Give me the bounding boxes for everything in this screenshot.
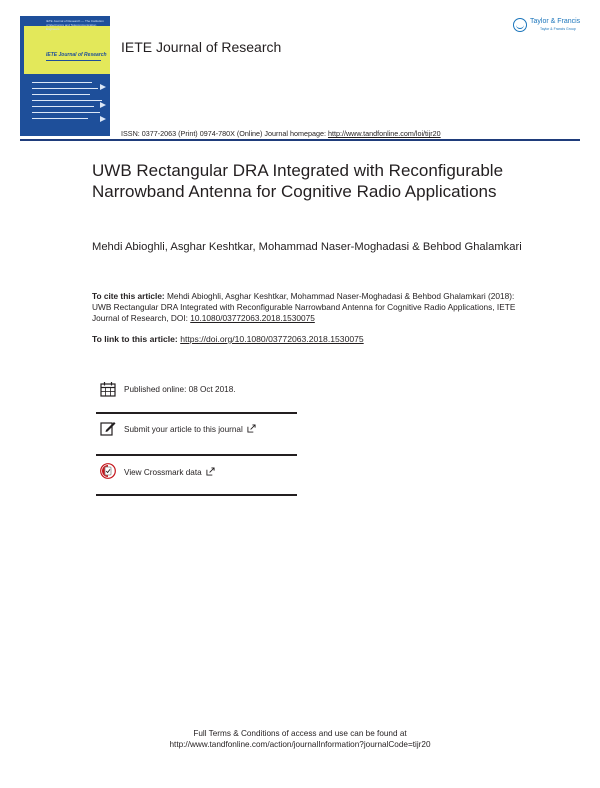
calendar-icon [100, 381, 116, 397]
cover-graphic-line [32, 118, 88, 119]
cover-arrow-icon [100, 84, 106, 90]
crossmark-text: View Crossmark data [124, 468, 202, 477]
cover-arrow-icon [100, 116, 106, 122]
crossmark-icon [100, 463, 116, 479]
article-link-line [92, 334, 364, 344]
row-divider [96, 412, 297, 414]
row-divider [96, 494, 297, 496]
cover-graphic-line [32, 106, 94, 107]
publisher-name: Taylor & Francis [530, 18, 581, 25]
citation-text: Mehdi Abioghli, Asghar Keshtkar, Mohammad Naser-Moghadasi & Behbod Ghalamkari (2018): UWB Rectangular DRA Integrated with Reconfigurable Narrowband Antenna for Cognitive Radio Applications, IETE Journal of Research, DOI: [92, 291, 516, 323]
terms-footer-url[interactable]: http://www.tandfonline.com/action/journalInformation?journalCode=tijr20 [169, 740, 431, 749]
terms-footer-line: Full Terms & Conditions of access and use can be found at [193, 729, 407, 738]
cover-graphic-line [32, 112, 100, 113]
journal-homepage-link[interactable]: http://www.tandfonline.com/loi/tijr20 [327, 129, 441, 138]
journal-name: IETE Journal of Research [121, 39, 282, 55]
issn-text: ISSN: 0377-2063 (Print) 0974-780X (Online) Journal homepage: [121, 129, 328, 138]
publisher-logo[interactable] [513, 18, 583, 36]
cover-graphic-line [32, 82, 92, 83]
edit-icon [100, 420, 116, 436]
crossmark-link[interactable] [124, 467, 215, 477]
citation-block [92, 291, 532, 324]
external-link-icon [206, 467, 215, 476]
citation-label: To cite this article: [92, 291, 165, 301]
link-label: To link to this article: [92, 334, 181, 344]
published-online-row [96, 381, 297, 421]
publisher-subname: Taylor & Francis Group [540, 27, 576, 31]
terms-footer [0, 728, 600, 750]
published-online-text: Published online: 08 Oct 2018. [124, 385, 236, 394]
publisher-logo-icon [513, 18, 527, 32]
cover-graphic-line [32, 94, 90, 95]
journal-cover-image[interactable] [20, 16, 110, 136]
cover-graphic-line [32, 88, 98, 89]
row-divider [96, 454, 297, 456]
cover-arrow-icon [100, 102, 106, 108]
header-divider [20, 139, 580, 141]
article-authors: Mehdi Abioghli, Asghar Keshtkar, Mohammad Naser-Moghadasi & Behbod Ghalamkari [92, 241, 522, 253]
issn-line [121, 129, 441, 138]
cover-top-text: IETE Journal of Research — The Institution of Electronics and Telecommunication Engineers [46, 19, 104, 31]
submit-article-link[interactable] [124, 424, 256, 434]
article-doi-url-link[interactable]: https://doi.org/10.1080/03772063.2018.1530075 [180, 334, 364, 344]
cover-title: IETE Journal of Research [46, 52, 107, 58]
submit-article-text: Submit your article to this journal [124, 425, 243, 434]
article-title: UWB Rectangular DRA Integrated with Reconfigurable Narrowband Antenna for Cognitive Radio Applications [92, 161, 504, 201]
crossmark-row[interactable] [96, 463, 297, 503]
doi-link[interactable]: 10.1080/03772063.2018.1530075 [190, 313, 315, 323]
cover-divider [46, 60, 101, 61]
cover-graphic [24, 74, 110, 136]
cover-graphic-line [32, 100, 102, 101]
external-link-icon [247, 424, 256, 433]
